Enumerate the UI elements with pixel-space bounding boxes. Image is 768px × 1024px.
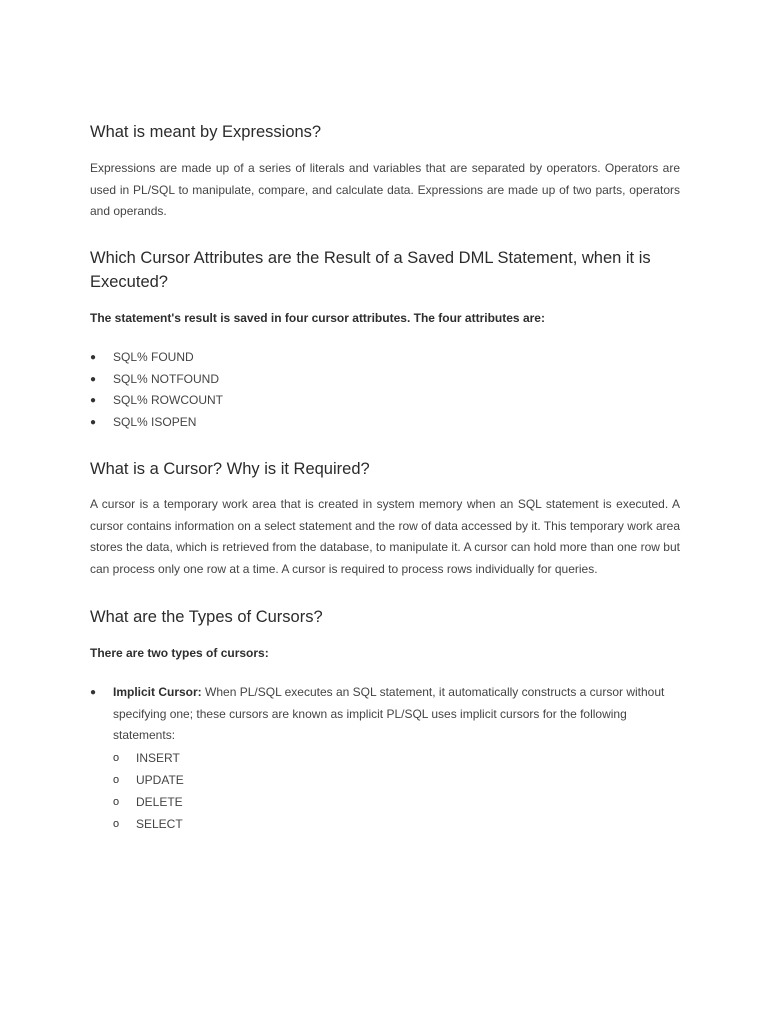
bullet-icon: ● bbox=[90, 352, 97, 363]
list-item bbox=[90, 369, 680, 391]
implicit-cursor-text: When PL/SQL executes an SQL statement, it automatically constructs a cursor without specifying one; these cursors are known as implicit PL/SQL uses implicit cursors for the following statements: bbox=[113, 685, 665, 743]
list-item bbox=[113, 813, 680, 835]
list-item bbox=[113, 769, 680, 791]
circle-bullet-icon: o bbox=[113, 773, 120, 786]
circle-bullet-icon: o bbox=[113, 795, 120, 808]
implicit-statements-list bbox=[113, 747, 680, 835]
cursor-attributes-list bbox=[90, 347, 680, 433]
list-item bbox=[113, 747, 680, 769]
cursor-attributes-lead: The statement's result is saved in four cursor attributes. The four attributes are: bbox=[90, 311, 545, 325]
cursor-types-list bbox=[90, 682, 680, 835]
list-item bbox=[113, 791, 680, 813]
bullet-icon: ● bbox=[90, 416, 97, 428]
list-item-label: SQL% ROWCOUNT bbox=[113, 393, 224, 408]
list-item bbox=[90, 412, 680, 434]
cursor-body: A cursor is a temporary work area that is created in system memory when an SQL statement is executed. A cursor contains information on a select statement and the row of data accessed by it. This temporary work area stores the data, which is retrieved from the database, to manipulate it. A cursor can hold more than one row but can process only one row at a time. A cursor is required to process rows individually for queries. bbox=[90, 497, 680, 576]
bullet-icon: ● bbox=[90, 395, 97, 407]
bullet-icon: ● bbox=[90, 373, 97, 385]
circle-bullet-icon: o bbox=[113, 751, 120, 764]
cursor-attributes-heading: Which Cursor Attributes are the Result of a Saved DML Statement, when it is Executed? bbox=[90, 249, 651, 291]
statement-label: UPDATE bbox=[136, 772, 184, 787]
list-item bbox=[90, 347, 680, 369]
statement-label: SELECT bbox=[136, 816, 183, 831]
expressions-body: Expressions are made up of a series of literals and variables that are separated by operators. Operators are used in PL/SQL to manipulate, compare, and calculate data. Expressions are made up of two parts, operators and operands. bbox=[90, 161, 680, 219]
statement-label: DELETE bbox=[136, 794, 183, 809]
cursor-types-heading: What are the Types of Cursors? bbox=[90, 608, 323, 626]
list-item-label: SQL% ISOPEN bbox=[113, 414, 197, 429]
list-item bbox=[90, 390, 680, 412]
cursor-heading: What is a Cursor? Why is it Required? bbox=[90, 460, 370, 478]
expressions-heading: What is meant by Expressions? bbox=[90, 123, 322, 141]
circle-bullet-icon: o bbox=[113, 817, 120, 830]
list-item-label: SQL% NOTFOUND bbox=[113, 371, 220, 386]
statement-label: INSERT bbox=[136, 750, 180, 765]
cursor-types-lead: There are two types of cursors: bbox=[90, 646, 269, 660]
bullet-icon: ● bbox=[90, 687, 97, 698]
implicit-cursor-label: Implicit Cursor: bbox=[113, 685, 202, 699]
list-item-label: SQL% FOUND bbox=[113, 350, 194, 364]
list-item bbox=[90, 682, 680, 835]
